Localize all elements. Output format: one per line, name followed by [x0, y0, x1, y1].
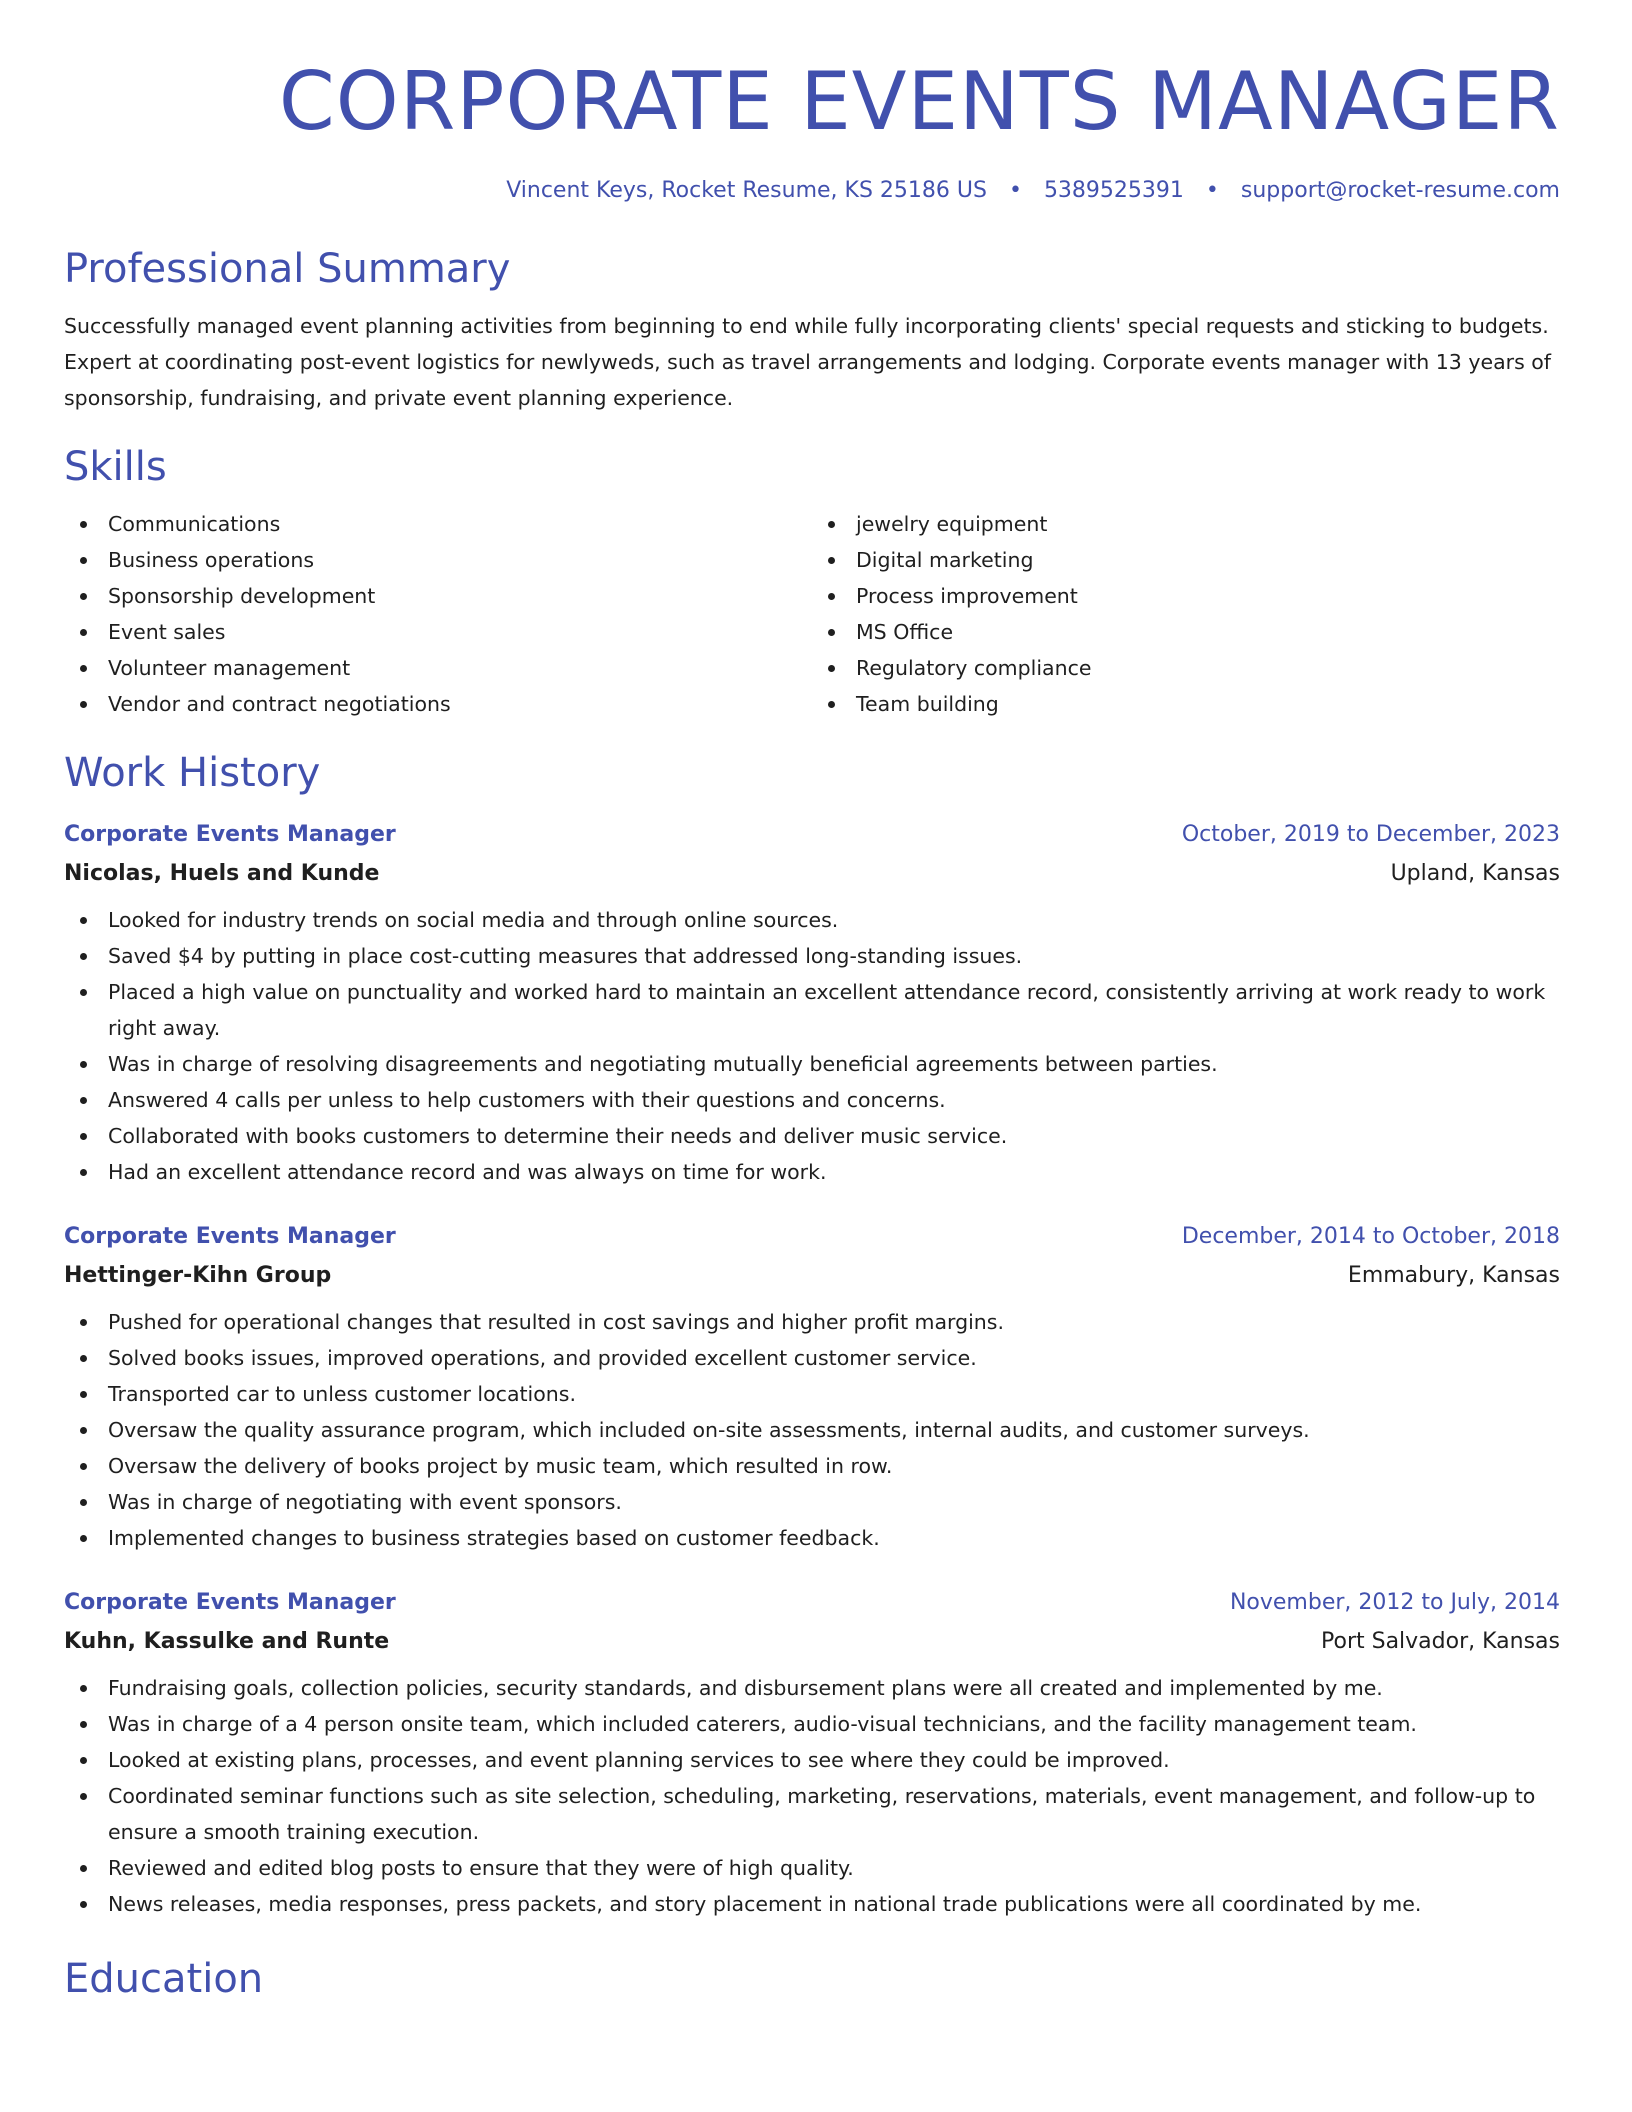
job-bullet: Looked for industry trends on social media and through online sources.	[64, 902, 1560, 938]
job-employer	[64, 1256, 1560, 1296]
job-bullets	[64, 1304, 1560, 1556]
job-dates: December, 2014 to October, 2018	[1181, 1224, 1560, 1249]
skills-column-right	[812, 506, 1560, 722]
job-bullet: Collaborated with books customers to determine their needs and deliver music service.	[64, 1118, 1560, 1154]
skill-item: Team building	[812, 686, 1560, 722]
company-name: Kuhn, Kassulke and Runte	[64, 1629, 390, 1654]
company-name: Nicolas, Huels and Kunde	[64, 861, 380, 886]
job-bullet: Implemented changes to business strategies based on customer feedback.	[64, 1520, 1560, 1556]
job-bullet: Oversaw the delivery of books project by music team, which resulted in row.	[64, 1448, 1560, 1484]
job-title: Corporate Events Manager	[64, 822, 396, 847]
contact-address: Vincent Keys, Rocket Resume, KS 25186 US	[506, 178, 987, 203]
job-bullet: Placed a high value on punctuality and worked hard to maintain an excellent attendance record, consistently arriving at work ready to work right away.	[64, 974, 1560, 1046]
job-bullet: Looked at existing plans, processes, and event planning services to see where they could be improved.	[64, 1742, 1560, 1778]
summary-heading: Professional Summary	[64, 246, 511, 292]
work-history-heading: Work History	[64, 750, 321, 796]
job-header	[64, 816, 1560, 854]
job-bullet: Reviewed and edited blog posts to ensure that they were of high quality.	[64, 1850, 1560, 1886]
education-heading: Education	[64, 1956, 264, 2002]
job-bullet: Coordinated seminar functions such as site selection, scheduling, marketing, reservations, materials, event management, and follow-up to ensure a smooth training execution.	[64, 1778, 1560, 1850]
skills-heading: Skills	[64, 444, 167, 490]
job-dates: October, 2019 to December, 2023	[1181, 822, 1560, 847]
job-location: Upland, Kansas	[1390, 861, 1560, 886]
job-bullet: Fundraising goals, collection policies, security standards, and disbursement plans were all created and implemented by me.	[64, 1670, 1560, 1706]
job-entry	[64, 1584, 1560, 1922]
resume-title: CORPORATE EVENTS MANAGER	[278, 55, 1560, 148]
skill-item: jewelry equipment	[812, 506, 1560, 542]
contact-separator: •	[1205, 178, 1219, 203]
skills-list	[64, 506, 1560, 722]
skill-item: Communications	[64, 506, 812, 542]
job-location: Port Salvador, Kansas	[1321, 1629, 1560, 1654]
job-bullet: Was in charge of negotiating with event sponsors.	[64, 1484, 1560, 1520]
job-entry	[64, 816, 1560, 1190]
summary-text: Successfully managed event planning activities from beginning to end while fully incorporating clients' special requests and sticking to budgets. Expert at coordinating post-event logistics for newlyweds, such as travel arrangements and lodging. Corporate events manager with 13 years of sponsorship, fundraising, and private event planning experience.	[64, 314, 1552, 410]
job-bullet: Was in charge of a 4 person onsite team, which included caterers, audio-visual technicians, and the facility management team.	[64, 1706, 1560, 1742]
skill-item: Event sales	[64, 614, 812, 650]
skill-item: Volunteer management	[64, 650, 812, 686]
job-employer	[64, 1622, 1560, 1662]
skills-column-left	[64, 506, 812, 722]
job-bullet: Transported car to unless customer locations.	[64, 1376, 1560, 1412]
skill-item: Vendor and contract negotiations	[64, 686, 812, 722]
job-bullet: Was in charge of resolving disagreements and negotiating mutually beneficial agreements between parties.	[64, 1046, 1560, 1082]
job-header	[64, 1218, 1560, 1256]
contact-line	[64, 176, 1560, 206]
job-bullets	[64, 902, 1560, 1190]
resume-page	[64, 0, 1560, 2004]
skill-item: Business operations	[64, 542, 812, 578]
job-bullet: News releases, media responses, press packets, and story placement in national trade publications were all coordinated by me.	[64, 1886, 1560, 1922]
contact-email[interactable]: support@rocket-resume.com	[1240, 178, 1560, 203]
job-bullet: Solved books issues, improved operations, and provided excellent customer service.	[64, 1340, 1560, 1376]
job-location: Emmabury, Kansas	[1347, 1263, 1560, 1288]
job-header	[64, 1584, 1560, 1622]
skill-item: Regulatory compliance	[812, 650, 1560, 686]
job-entry	[64, 1218, 1560, 1556]
skill-item: Process improvement	[812, 578, 1560, 614]
job-bullet: Answered 4 calls per unless to help customers with their questions and concerns.	[64, 1082, 1560, 1118]
contact-phone: 5389525391	[1043, 178, 1184, 203]
job-bullet: Pushed for operational changes that resulted in cost savings and higher profit margins.	[64, 1304, 1560, 1340]
job-bullet: Oversaw the quality assurance program, which included on-site assessments, internal audits, and customer surveys.	[64, 1412, 1560, 1448]
job-bullets	[64, 1670, 1560, 1922]
job-title: Corporate Events Manager	[64, 1224, 396, 1249]
skill-item: Digital marketing	[812, 542, 1560, 578]
job-bullet: Saved $4 by putting in place cost-cutting measures that addressed long-standing issues.	[64, 938, 1560, 974]
company-name: Hettinger-Kihn Group	[64, 1263, 332, 1288]
job-title: Corporate Events Manager	[64, 1590, 396, 1615]
skill-item: MS Office	[812, 614, 1560, 650]
skill-item: Sponsorship development	[64, 578, 812, 614]
job-bullet: Had an excellent attendance record and was always on time for work.	[64, 1154, 1560, 1190]
job-employer	[64, 854, 1560, 894]
job-dates: November, 2012 to July, 2014	[1229, 1590, 1560, 1615]
contact-separator: •	[1008, 178, 1022, 203]
